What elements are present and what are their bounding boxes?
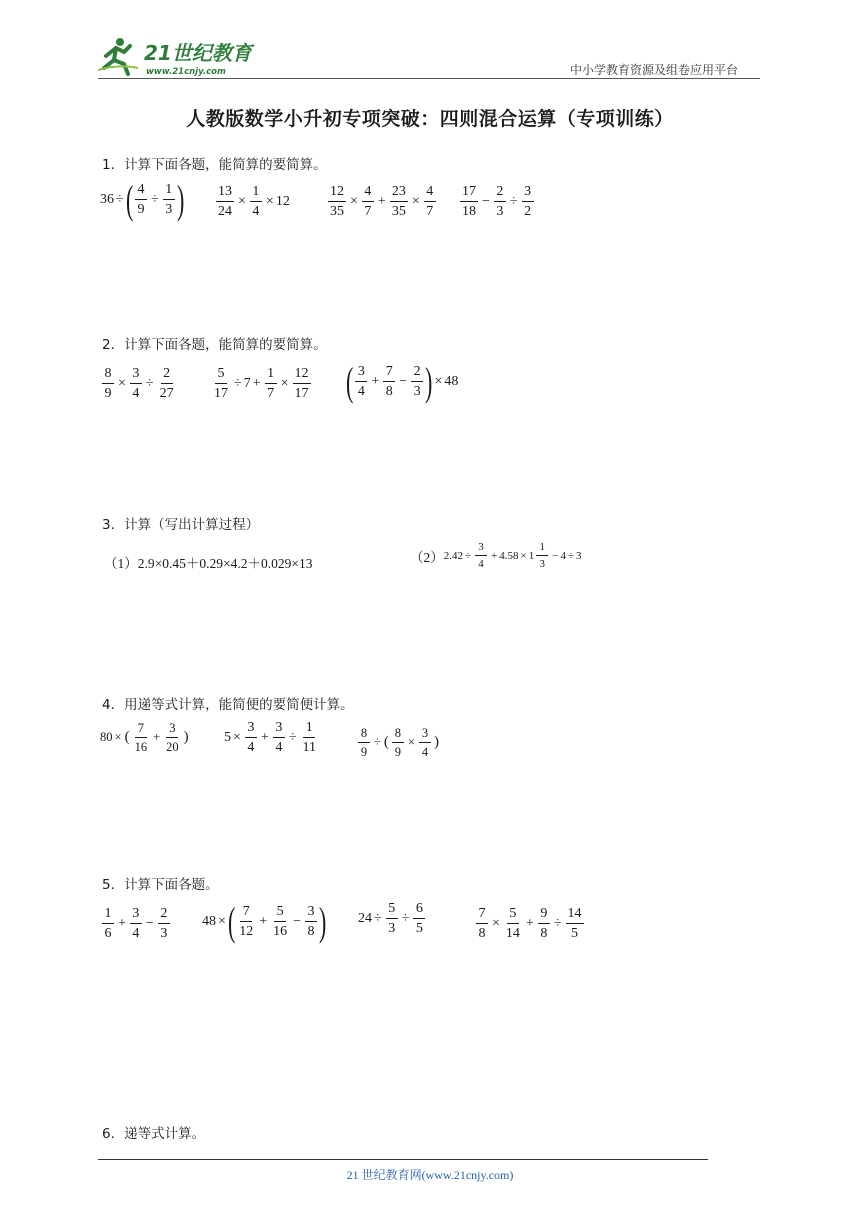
header-divider bbox=[98, 78, 760, 79]
q5-expr-3: 24 ÷ $\frac{5}{3}$ ÷ $\frac{6}{5}$ bbox=[358, 902, 427, 936]
q4-expr-3: $\frac{8}{9}$ ÷ ( $\frac{8}{9}$ × $\frac{3}{4}$ ) bbox=[356, 722, 440, 758]
platform-label: 中小学教育资源及组卷应用平台 bbox=[570, 63, 739, 77]
runner-icon bbox=[98, 38, 138, 74]
q3-part-2-label: （2） bbox=[410, 550, 444, 565]
footer-divider bbox=[98, 1159, 708, 1160]
question-5-label: 5．计算下面各题。 bbox=[102, 877, 219, 893]
q5-expr-2: 48 × ( $\frac{7}{12}$ + $\frac{5}{16}$ − $\frac{3}{8}$ ) bbox=[202, 899, 327, 944]
q4-expr-2: 5 × $\frac{3}{4}$ + $\frac{3}{4}$ ÷ $\frac{1}{11}$ bbox=[224, 720, 316, 755]
logo-text: 21世纪教育 bbox=[144, 41, 252, 65]
logo-url: www.21cnjy.com bbox=[146, 67, 226, 77]
question-4-label: 4．用递等式计算，能简便的要简便计算。 bbox=[102, 697, 354, 713]
q2-expr-1: $\frac{8}{9}$ × $\frac{3}{4}$ ÷ $\frac{2}{27}$ bbox=[100, 362, 178, 401]
question-1-label: 1．计算下面各题，能简算的要简算。 bbox=[102, 157, 327, 173]
footer-link[interactable]: 21 世纪教育网(www.21cnjy.com) bbox=[346, 1168, 514, 1182]
question-2-label: 2．计算下面各题，能简算的要简算。 bbox=[102, 337, 327, 353]
question-3-label: 3．计算（写出计算过程） bbox=[102, 517, 260, 533]
site-logo bbox=[98, 34, 268, 78]
q2-expr-2: $\frac{5}{17}$ ÷ 7 + $\frac{1}{7}$ × $\frac{12}{17}$ bbox=[214, 366, 309, 401]
q1-expr-4: $\frac{17}{18}$ − $\frac{2}{3}$ ÷ $\frac{3}{2}$ bbox=[458, 180, 536, 219]
q2-expr-3: ( $\frac{3}{4}$ + $\frac{7}{8}$ − $\frac{2}{3}$ ) × 48 bbox=[345, 359, 459, 404]
page-title: 人教版数学小升初专项突破：四则混合运算（专项训练） bbox=[186, 108, 674, 130]
q3-part-2: （2） 2.42 ÷ $\frac{3}{4}$ + 4.58 × 1 $\frac{1}{3}$ − 4 ÷ 3 bbox=[410, 541, 582, 570]
q1-expr-3: $\frac{12}{35}$ × $\frac{4}{7}$ + $\frac{23}{35}$ × $\frac{4}{7}$ bbox=[326, 180, 438, 219]
q1-expr-2: $\frac{13}{24}$ × $\frac{1}{4}$ × 12 bbox=[218, 184, 290, 219]
q3-part-1-expr: 2.9×0.45＋0.29×4.2＋0.029×13 bbox=[137, 556, 313, 571]
q4-expr-1: 80 × ( $\frac{7}{16}$ + $\frac{3}{20}$ ) bbox=[100, 721, 189, 754]
q5-expr-4: $\frac{7}{8}$ × $\frac{5}{14}$ + $\frac{9}{8}$ ÷ $\frac{14}{5}$ bbox=[474, 902, 586, 941]
question-6-label: 6．递等式计算。 bbox=[102, 1126, 206, 1142]
q3-part-1 bbox=[104, 552, 312, 572]
q3-part-1-label: （1） bbox=[104, 556, 138, 571]
q1-expr-1: 36 ÷ ( $\frac{4}{9}$ ÷ $\frac{1}{3}$ ) bbox=[100, 177, 185, 222]
q5-expr-1: $\frac{1}{6}$ + $\frac{3}{4}$ − $\frac{2}{3}$ bbox=[100, 902, 172, 941]
